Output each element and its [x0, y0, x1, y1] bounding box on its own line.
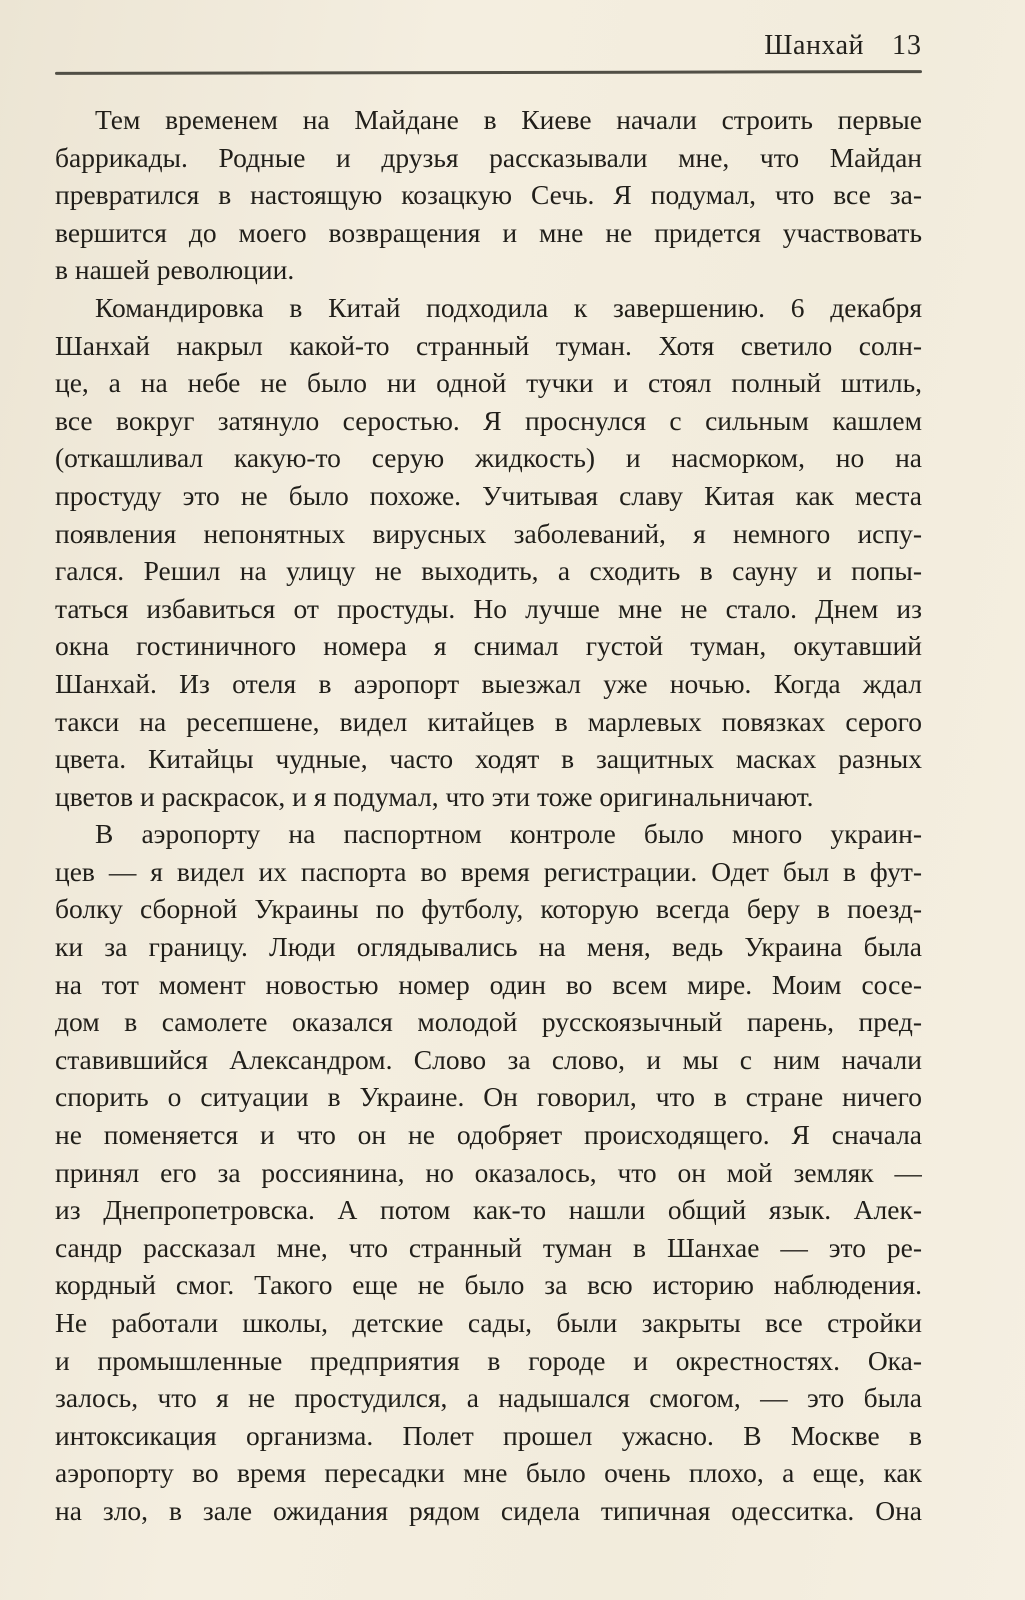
text-line: цветов и раскрасок, и я подумал, что эти тоже оригинальничают. — [55, 780, 814, 812]
text-line: аэропорту во время пересадки мне было очень плохо, а еще, как — [55, 1457, 922, 1489]
text-line: гался. Решил на улицу не выходить, а сходить в сауну и попы- — [55, 555, 922, 587]
text-line: це, а на небе не было ни одной тучки и стоял полный штиль, — [55, 367, 922, 399]
text-line: таться избавиться от простуды. Но лучше мне не стало. Днем из — [55, 592, 922, 624]
text-line: Не работали школы, детские сады, были закрыты все стройки — [55, 1307, 922, 1338]
running-title: Шанхай — [764, 30, 864, 61]
header-rule — [55, 70, 922, 75]
text-line: интоксикация организма. Полет прошел ужасно. В Москве в — [55, 1419, 922, 1451]
text-line: Шанхай. Из отеля в аэропорт выезжал уже ночью. Когда ждал — [55, 667, 922, 699]
text-line: дом в самолете оказался молодой русскоязычный парень, пред- — [55, 1006, 922, 1038]
text-line: Командировка в Китай подходила к завершению. 6 декабря — [95, 291, 922, 323]
text-line: вершится до моего возвращения и мне не придется участвовать — [55, 216, 922, 248]
text-line: баррикады. Родные и друзья рассказывали мне, что Майдан — [55, 141, 922, 173]
paragraph — [55, 101, 922, 289]
page-body — [55, 101, 922, 1530]
text-line: превратился в настоящую козацкую Сечь. Я подумал, что все за- — [55, 179, 922, 211]
text-line: не поменяется и что он не одобряет происходящего. Я сначала — [55, 1119, 922, 1151]
text-line: окна гостиничного номера я снимал густой туман, окутавший — [55, 630, 922, 662]
paragraph — [55, 815, 922, 1529]
text-line: на зло, в зале ожидания рядом сидела типичная одесситка. Она — [55, 1494, 922, 1526]
text-line: из Днепропетровска. А потом как-то нашли общий язык. Алек- — [55, 1194, 922, 1226]
text-line: и промышленные предприятия в городе и окрестностях. Ока- — [55, 1344, 922, 1376]
text-line: залось, что я не простудился, а надышался смогом, — это была — [55, 1382, 922, 1414]
text-line: Шанхай накрыл какой-то странный туман. Хотя светило солн- — [55, 329, 922, 361]
text-line: на тот момент новостью номер один во всем мире. Моим сосе- — [55, 968, 922, 1000]
text-line: появления непонятных вирусных заболеваний, я немного испу- — [55, 517, 922, 549]
text-line: все вокруг затянуло серостью. Я проснулся с сильным кашлем — [55, 404, 922, 436]
page-header — [55, 30, 922, 62]
text-line: такси на ресепшене, видел китайцев в марлевых повязках серого — [55, 705, 922, 737]
text-line: (откашливал какую-то серую жидкость) и насморком, но на — [55, 442, 922, 474]
text-line: в нашей революции. — [55, 254, 295, 286]
page-number: 13 — [892, 30, 922, 61]
text-line: Тем временем на Майдане в Киеве начали строить первые — [95, 104, 922, 135]
text-line: спорить о ситуации в Украине. Он говорил, что в стране ничего — [55, 1081, 922, 1113]
text-line: сандр рассказал мне, что странный туман в Шанхае — это ре- — [55, 1231, 922, 1263]
text-line: ки за границу. Люди оглядывались на меня, ведь Украина была — [55, 931, 922, 963]
text-line: простуду это не было похоже. Учитывая славу Китая как места — [55, 479, 922, 511]
text-line: цвета. Китайцы чудные, часто ходят в защитных масках разных — [55, 743, 922, 775]
text-line: В аэропорту на паспортном контроле было много украин- — [95, 818, 922, 850]
paragraph — [55, 289, 922, 815]
text-line: ставившийся Александром. Слово за слово, и мы с ним начали — [55, 1043, 922, 1075]
text-line: болку сборной Украины по футболу, которую всегда беру в поезд- — [55, 893, 922, 925]
text-line: принял его за россиянина, но оказалось, что он мой земляк — — [55, 1156, 922, 1188]
text-line: кордный смог. Такого еще не было за всю историю наблюдения. — [55, 1269, 922, 1301]
text-line: цев — я видел их паспорта во время регистрации. Одет был в фут- — [55, 855, 922, 887]
